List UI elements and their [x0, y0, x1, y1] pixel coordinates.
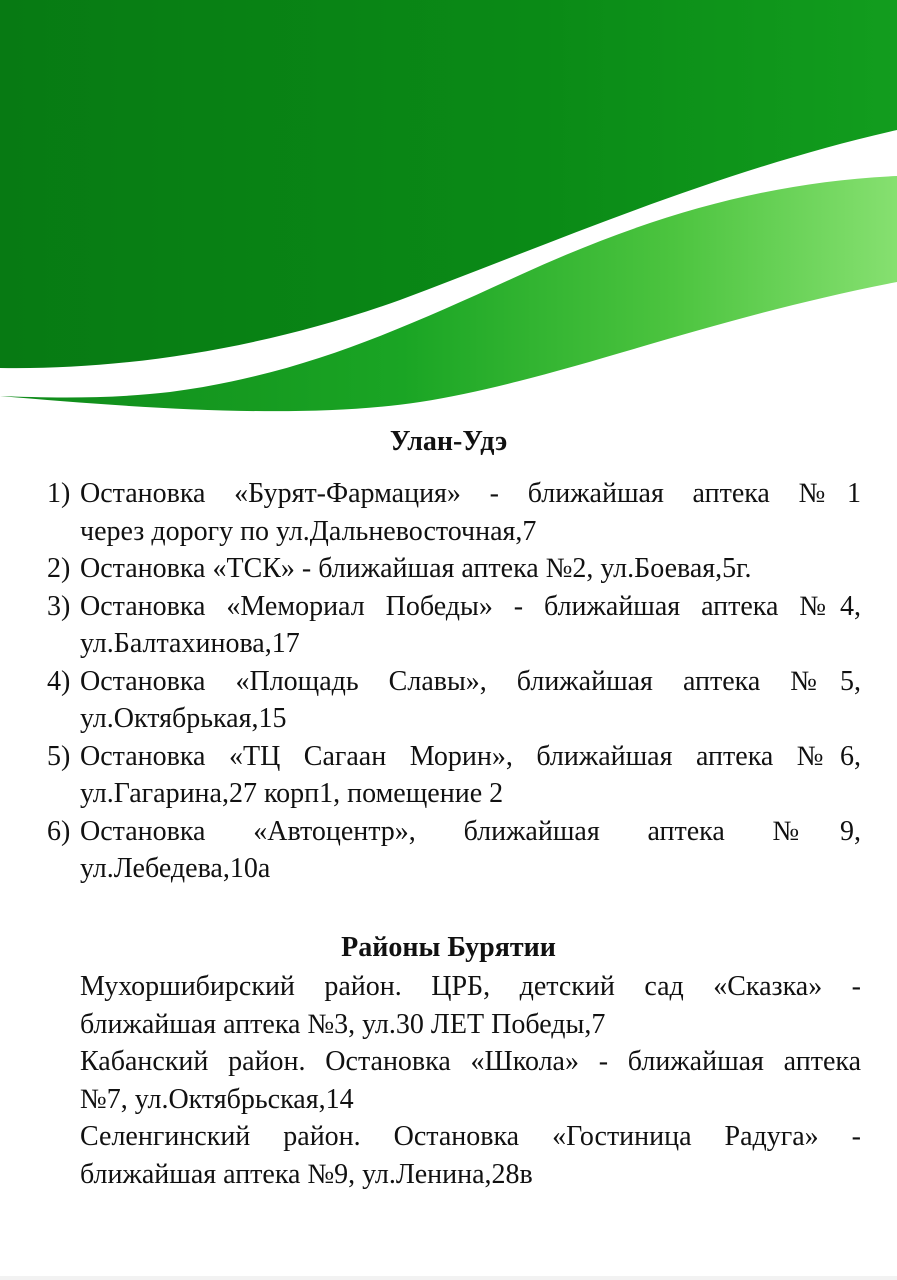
- item-line: №7, ул.Октябрьская,14: [80, 1083, 354, 1115]
- list-item: [0, 813, 897, 888]
- item-line: ближайшая аптека №3, ул.30 ЛЕТ Победы,7: [80, 1008, 606, 1040]
- section-title-ulan-ude: Улан-Удэ: [389, 426, 508, 457]
- section-title-buryatia-districts: Районы Бурятии: [341, 932, 556, 963]
- item-line: ближайшая аптека №9, ул.Ленина,28в: [80, 1158, 533, 1190]
- item-number: 4): [47, 665, 71, 697]
- item-line: Остановка «Мемориал Победы» - ближайшая аптека №4,: [80, 590, 861, 622]
- list-item: [0, 968, 897, 1043]
- list-item: [0, 1118, 897, 1193]
- districts-list: [0, 968, 897, 1193]
- item-line: Остановка «Бурят-Фармация» - ближайшая аптека №1: [80, 478, 861, 509]
- item-number: 3): [47, 590, 71, 622]
- item-line: Остановка «Площадь Славы», ближайшая аптека №5,: [80, 665, 861, 697]
- item-line: Остановка «ТСК» - ближайшая аптека №2, ул.Боевая,5г.: [80, 553, 752, 584]
- item-line: Остановка «ТЦ Сагаан Морин», ближайшая аптека №6,: [80, 740, 861, 772]
- item-number: 2): [47, 553, 71, 584]
- list-item: [0, 738, 897, 813]
- item-line: Кабанский район. Остановка «Школа» - ближайшая аптека: [80, 1046, 861, 1077]
- item-line: ул.Октябрькая,15: [80, 703, 287, 734]
- item-number: 6): [47, 815, 71, 847]
- item-line: ул.Гагарина,27 корп1, помещение 2: [80, 778, 504, 809]
- list-item: [0, 1043, 897, 1118]
- ulan-ude-stops-list: [0, 475, 897, 888]
- list-item: [0, 663, 897, 738]
- item-line: ул.Балтахинова,17: [80, 628, 300, 659]
- item-line: Селенгинский район. Остановка «Гостиница Радуга» -: [80, 1121, 861, 1152]
- item-line: ул.Лебедева,10а: [80, 853, 271, 884]
- list-item: [0, 550, 897, 588]
- list-item: [0, 588, 897, 663]
- bottom-divider: [0, 1276, 897, 1280]
- list-item: [0, 475, 897, 550]
- item-line: Остановка «Автоцентр», ближайшая аптека №9,: [80, 815, 861, 847]
- item-number: 5): [47, 740, 71, 772]
- item-line: Мухоршибирский район. ЦРБ, детский сад «Сказка» -: [80, 971, 861, 1002]
- item-line: через дорогу по ул.Дальневосточная,7: [80, 515, 537, 547]
- item-number: 1): [47, 478, 71, 509]
